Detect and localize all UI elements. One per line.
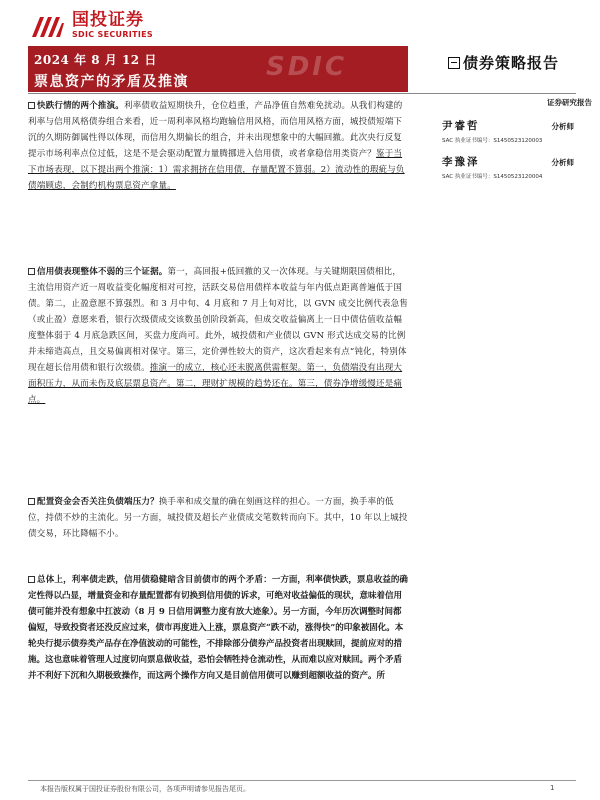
paragraph-3-body: 换手率和成交量的确在刻画这样的担心。一方面，换手率的低位，持债不炒的主流化。另一方面，城投债及超长产业债成交笔数转而向下。其中，10 年以上城投债交易，环比降幅不小。: [28, 497, 408, 539]
analyst-2-name: 李豫泽: [442, 156, 480, 168]
report-type: [448, 52, 588, 73]
paragraph-2-underlined: 推演一的成立，核心还未脱离供需框架。第一，负债端没有出现大面积压力，从而未伤及底层票息资产。第二，理财扩规模的趋势还在。第三，债券净增缓慢还是痛点。: [28, 363, 403, 405]
report-box-icon: [448, 57, 460, 69]
paragraph-4: [28, 572, 408, 684]
paragraph-1-underlined: 鉴于当下市场表现，以下提出两个推演：1）需求拥挤在信用债，存量配置不算弱。2）流动性的瑕疵与负债端顾虑，会制约机构票息资产拿量。: [28, 149, 405, 191]
research-label: 证券研究报告: [547, 98, 592, 107]
analyst-1: [442, 118, 592, 144]
sdic-logo-icon: [30, 11, 66, 39]
bullet-box-icon: [28, 498, 35, 505]
header-divider: [28, 93, 576, 94]
banner-watermark: SDIC: [266, 52, 348, 82]
paragraph-2: [28, 264, 408, 408]
paragraph-1-body: 利率债收益短期快升，仓位趋重，产品净值自然难免扰动。从我们构建的利率与信用风格债券组合来看，近一周利率风格均跑输信用风格，而信用风格方面，城投债短端下沉的久期防御属性得以体现，而信用久期偏长的组合，并未出现想象中的大幅回撤。此次央行反复提示市场利率点位过低，这是不是会驱动配置力量腾挪进入信用债，或者拿稳信用类资产？: [28, 101, 403, 159]
analyst-2-cert: SAC 执业证书编号：S1450523120004: [442, 174, 543, 180]
page-number: 1: [550, 784, 555, 792]
paragraph-3: [28, 494, 408, 542]
bullet-box-icon: [28, 102, 35, 109]
bullet-box-icon: [28, 576, 35, 583]
paragraph-3-lead: 配置资金会否关注负债端压力？: [37, 497, 159, 507]
analyst-2: [442, 154, 592, 180]
paragraph-2-lead: 信用债表现整体不弱的三个证据。: [37, 267, 168, 277]
footer-divider: [28, 780, 576, 781]
sidebar: [442, 95, 592, 180]
report-title: 票息资产的矛盾及推演: [34, 74, 189, 90]
paragraph-4-body: 一方面，利率债快跌，票息收益的确定性得以凸显，增量资金和存量配置都有切换到信用债的诉求，可绝对收益偏低的现状，意味着信用债可能并没有想象中扛波动（8 月 9 日信用调整力度有放大迹象）。另一方面，今年历次调整时间都偏短，导致投资者还没反应过来，债市再度进入上涨，票息资产“跌不动，涨得快”的印象被固化。本轮央行提示债券类产品存在净值波动的可能性，不排除部分债券产品投资者出现赎回，提前应对的措施。这也意味着管理人过度切向票息做收益，恐怕会牺牲持仓流动性，从而难以应对赎回。两个矛盾并不利好下沉和久期极致操作，而这两个操作方向又是目前信用债可以赚到超额收益的资产。所: [28, 575, 408, 681]
paragraph-1: [28, 98, 408, 194]
analyst-2-title: 分析师: [551, 158, 574, 167]
analyst-1-title: 分析师: [551, 122, 574, 131]
analyst-1-cert: SAC 执业证书编号：S1450523120003: [442, 138, 543, 144]
brand-name-en: SDIC SECURITIES: [72, 29, 153, 39]
paragraph-4-lead: 总体上，利率债走跌，信用债稳健暗含目前债市的两个矛盾：: [37, 575, 272, 585]
company-logo: [30, 8, 200, 42]
brand-name-cn: 国投证券: [72, 9, 144, 30]
analyst-1-name: 尹睿哲: [442, 120, 480, 132]
paragraph-1-lead: 快跌行情的两个推演。: [37, 101, 125, 111]
paragraph-2-body: 第一，高回报+低回撤的又一次体现。与关键期限国债相比，主流信用资产近一周收益变化幅度相对可控，活跃交易信用债样本收益与年内低点距离普遍低于国债。第二，止盈意愿不算强烈。和 3 月中旬、4 月底和 7 月上旬对比，以 GVN 成交比例代表急售（或止盈）意愿来看，银行次级债成交该数虽创阶段新高，但成交收益偏离上一日中债估值收益幅度整体弱于 4 月底急跌区间，买盘力度尚可。此外，城投债和产业债以 GVN 形式达成交易的比例并未缔造高点，且交易偏离相对保守。第三，定价弹性较大的资产，这次看起来有点“钝化，特别体现在超长信用债和银行次级债。: [28, 267, 409, 373]
bullet-box-icon: [28, 268, 35, 275]
report-date: 2024 年 8 月 12 日: [34, 53, 157, 67]
title-banner: [28, 46, 408, 92]
footer-disclaimer: 本报告版权属于国投证券股份有限公司，各项声明请参见报告尾页。: [40, 785, 250, 793]
report-type-label: 债券策略报告: [463, 54, 560, 72]
